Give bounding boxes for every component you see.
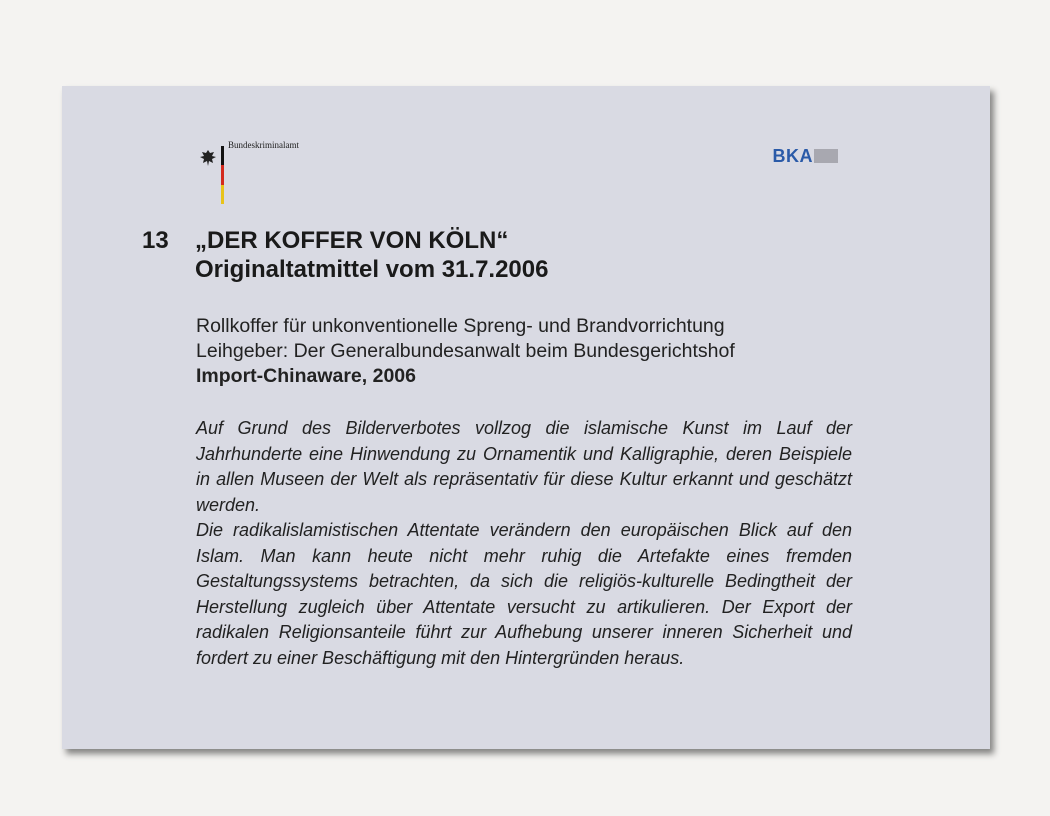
exhibit-commentary	[196, 416, 852, 671]
exhibit-number: 13	[142, 227, 169, 254]
german-flag-bar	[221, 146, 224, 204]
exhibit-subtitle: Originaltatmittel vom 31.7.2006	[195, 256, 549, 283]
origin-line: Import-Chinaware, 2006	[196, 365, 416, 387]
org-name-label: Bundeskriminalamt	[228, 140, 299, 150]
exhibit-title: „DER KOFFER VON KÖLN“	[195, 227, 509, 254]
commentary-paragraph-1: Auf Grund des Bilderverbotes vollzog die islamische Kunst im Lauf der Jahrhunderte eine Hinwendung zu Ornamentik und Kalligraphie, deren Beispiele in allen Museen der Welt als repräsentativ für diese Kultur erkannt und geschätzt werden.	[196, 418, 852, 515]
bka-logo-text: BKA	[772, 146, 813, 166]
object-description: Rollkoffer für unkonventionelle Spreng- und Brandvorrichtung	[196, 315, 725, 337]
bka-logo-bar	[814, 149, 838, 163]
bka-logo	[773, 146, 839, 167]
lender-line: Leihgeber: Der Generalbundesanwalt beim Bundesgerichtshof	[196, 340, 735, 362]
bundeskriminalamt-logo	[198, 126, 438, 206]
museum-label-card	[62, 86, 990, 749]
exhibit-info	[196, 314, 916, 389]
exhibit-heading	[142, 226, 922, 284]
commentary-paragraph-2: Die radikalislamistischen Attentate verändern den europäischen Blick auf den Islam. Man kann heute nicht mehr ruhig die Artefakte eines fremden Gestaltungssystems betrachten, da sich die religiös-kulturelle Bedingtheit der Herstellung zugleich über Attentate versucht zu artikulieren. Der Export der radikalen Religionsanteile führt zur Aufhebung unserer inneren Sicherheit und fordert zu einer Beschäftigung mit den Hintergründen heraus.	[196, 520, 852, 668]
federal-eagle-icon	[198, 148, 218, 168]
